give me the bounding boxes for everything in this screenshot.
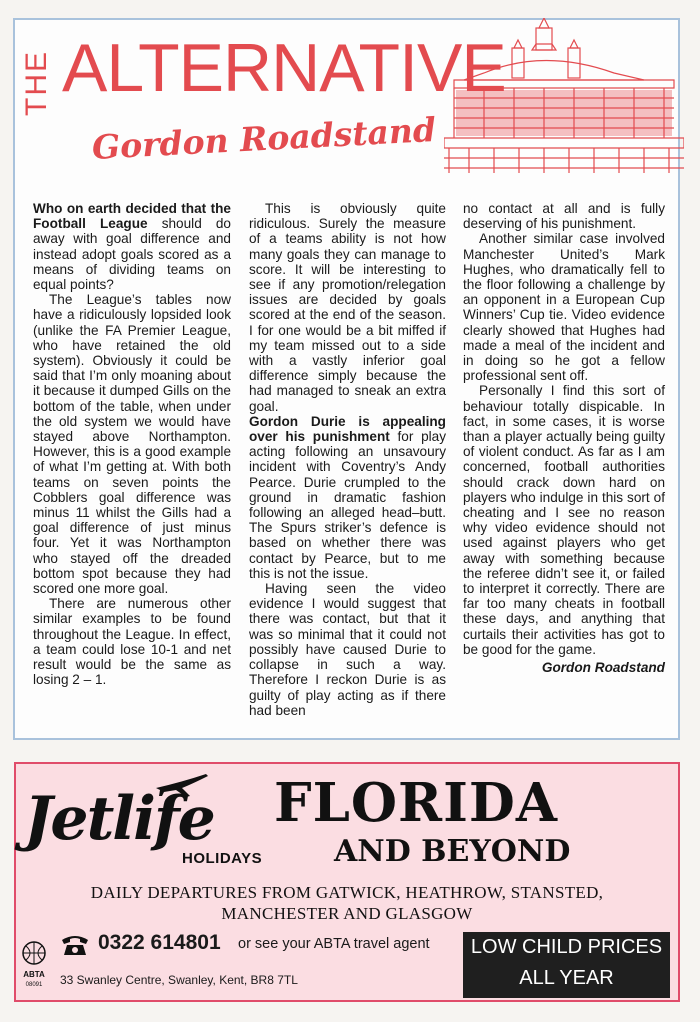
prices-line: ALL YEAR (519, 967, 614, 989)
paragraph: Another similar case involved Manchester United’s Mark Hughes, who dramatically fell to the floor following a challenge by an opponent in a European Cup Winners’ Cup tie. Video evidence clearly showed that Hughes had made a meal of the incident and in doing so he got a fellow professional sent off. (463, 231, 665, 384)
advertisement (14, 762, 680, 1002)
abta-logo (20, 941, 48, 991)
paragraph: no contact at all and is fully deserving of his punishment. (463, 201, 665, 232)
header-subtitle: Gordon Roadstand (90, 110, 437, 167)
lead-rest: should do away with goal difference and instead adopt goals scored as a means of dividing teams on equal points? (33, 216, 231, 293)
header-the-text: THE (20, 50, 53, 116)
phone-number[interactable]: 0322 614801 (98, 931, 221, 954)
paragraph: Personally I find this sort of behaviour totally dispicable. In fact, in some cases, it is worse than a player actually being guilty of violent conduct. As far as I am concerned, football authorities should crack down hard on players who indulge in this sort of cheating and I see no reason why video evidence should not used against players who get away with something because the referee didn’t see it, or failed to interpret it correctly. There are far too many cheats in football these days, and anything that curtails their activities has got to be good for the game. (463, 383, 665, 657)
paragraph (249, 414, 446, 581)
header-the (20, 33, 54, 133)
departures-line: MANCHESTER AND GLASGOW (221, 904, 473, 923)
abta-code: 08091 (25, 982, 43, 988)
lead-bold: Who on earth decided that the Football League (33, 201, 231, 232)
paragraph: The League’s tables now have a ridiculously lopsided look (unlike the FA Premier League, who have retained the old system). Obviously it could be said that I’m only moaning about it because it dumped Gills on the bottom of the table, when under the old system we would have stayed above Northampton. However, this is a good example of what I’m getting at. With both teams on seven points the Cobblers goal difference was minus 11 whilst the Gills had a goal difference of just minus four. Yet it was Northampton who stayed off the dreaded bottom spot because they had scored one more goal. (33, 292, 231, 597)
ad-subheadline: AND BEYOND (334, 834, 571, 869)
signature: Gordon Roadstand (541, 660, 665, 676)
article-column-2 (249, 201, 446, 718)
header-title: ALTERNATIVE (62, 30, 506, 106)
paragraph: Having seen the video evidence I would suggest that there was contact, but that it was so minimal that it could not possibly have caused Durie to collapse in such a way. Therefore I reckon Durie is as guilty of play acting as if there had been (249, 581, 446, 718)
paragraph: This is obviously quite ridiculous. Surely the measure of a teams ability is not how many goals they can manage to score. It will be interesting to see if any promotion/relegation issues are decided by goals scored at the end of the season. I for one would be a bit miffed if my team missed out to a side with a vastly inferior goal difference simply because the had managed to sneak an extra goal. (249, 201, 446, 414)
departures-text (16, 882, 678, 924)
prices-box (463, 932, 670, 998)
departures-line: DAILY DEPARTURES FROM GATWICK, HEATHROW, STANSTED, (90, 883, 604, 902)
paragraph: There are numerous other similar examples to be found throughout the League. In effect, a team could lose 10-1 and net result would be the same as losing 2 – 1. (33, 596, 231, 688)
article-column-1 (33, 201, 231, 688)
address: 33 Swanley Centre, Swanley, Kent, BR8 7TL (60, 973, 298, 987)
brand-logo: Jetlife (24, 784, 214, 854)
prices-line: LOW CHILD PRICES (470, 936, 663, 958)
brand-subtitle: HOLIDAYS (182, 850, 263, 867)
lead-rest: for play acting following an unsavoury incident with Coventry’s Andy Pearce. Durie crumpled to the ground in dramatic fashion following an alleged head–butt. The Spurs striker’s defence is based on whether there was contact by Pearce, but to me this is not the issue. (249, 429, 447, 581)
phone-note: or see your ABTA travel agent (238, 936, 430, 952)
article-column-3 (463, 201, 665, 675)
paragraph (33, 201, 231, 292)
lead-bold: Gordon Durie is appealing over his punishment (249, 413, 446, 445)
telephone-icon (60, 934, 90, 956)
ad-headline: FLORIDA (274, 772, 558, 834)
grandstand-illustration (444, 18, 684, 178)
abta-label: ABTA (23, 970, 45, 979)
